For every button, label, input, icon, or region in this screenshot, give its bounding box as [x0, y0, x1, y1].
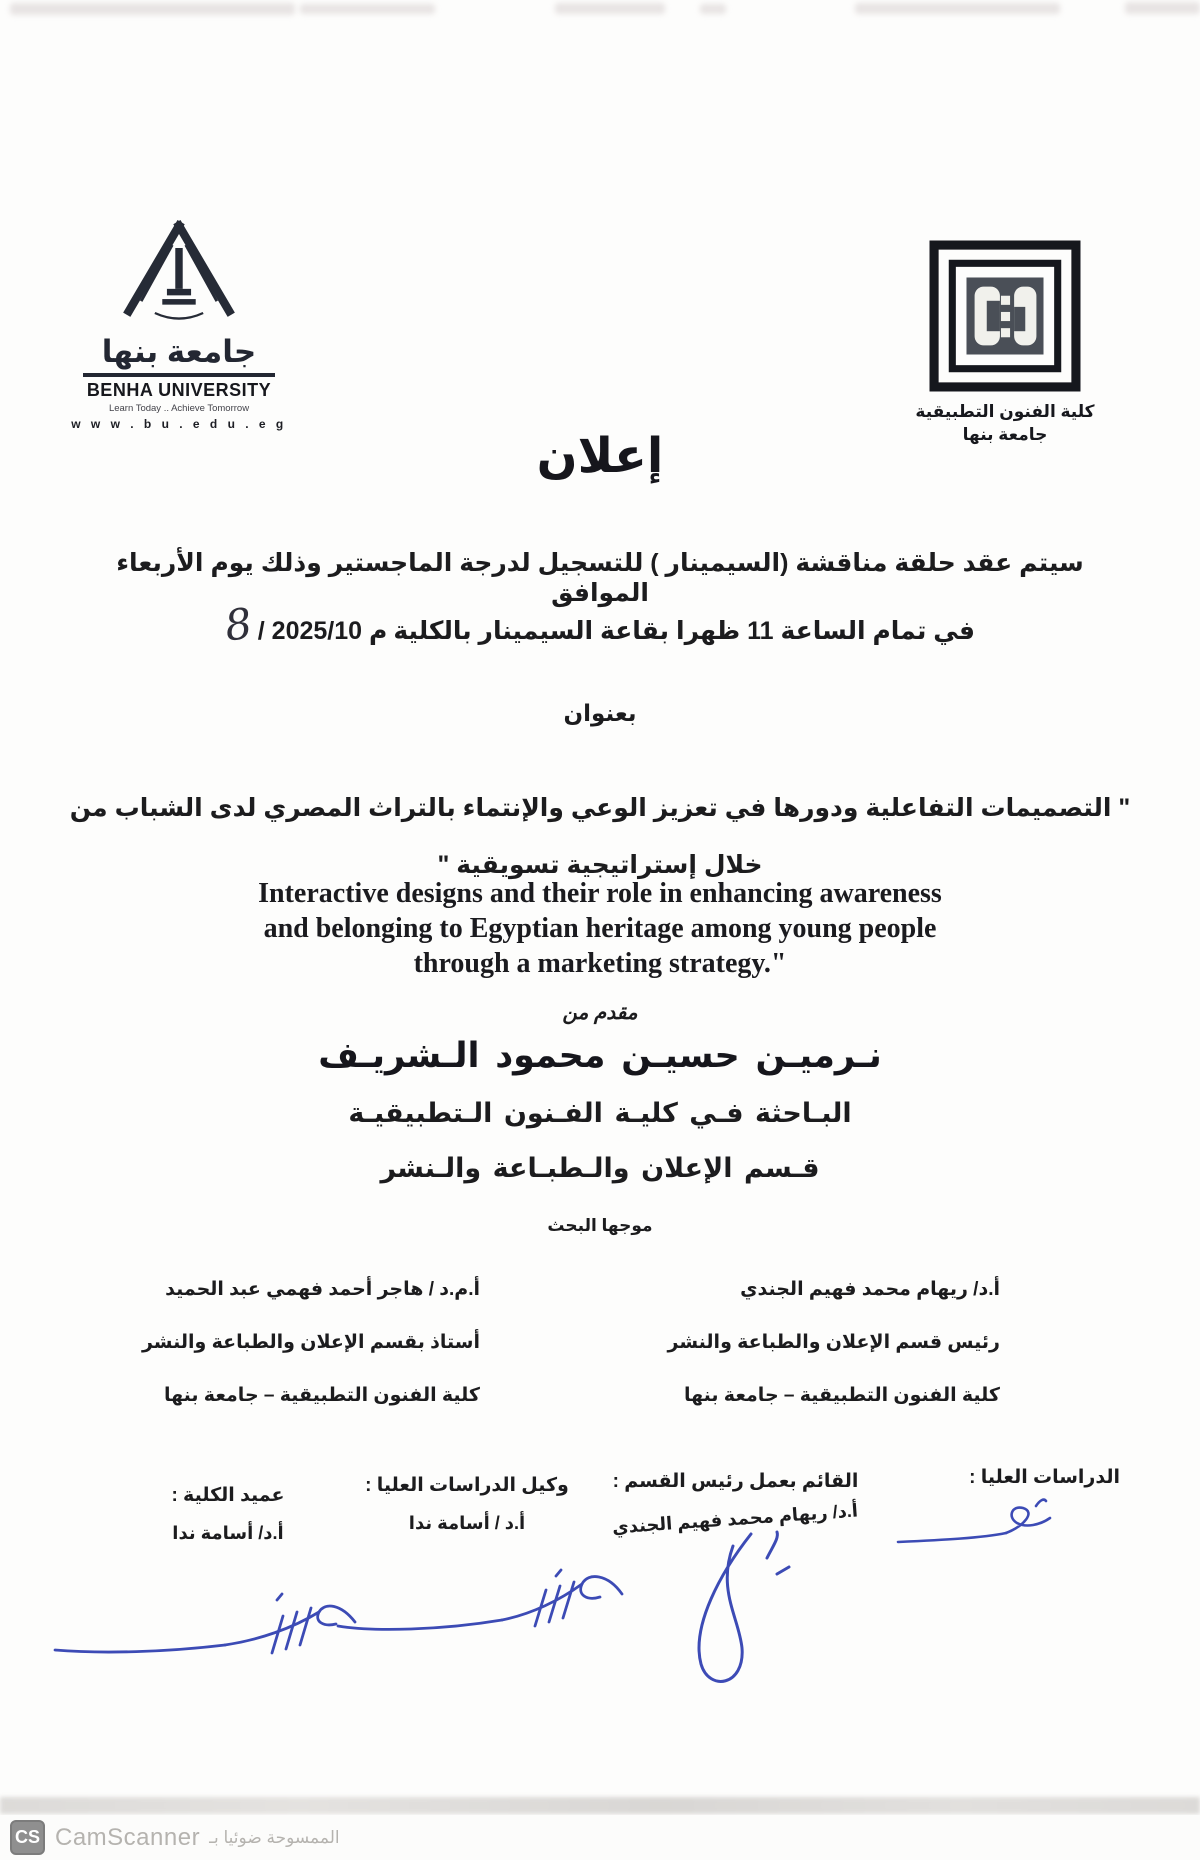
scan-shadow-band	[0, 1797, 1200, 1814]
thesis-title-english-line3: through a marketing strategy."	[413, 948, 787, 979]
dean-signature	[45, 1592, 365, 1682]
university-name-english: BENHA UNIVERSITY	[86, 380, 272, 401]
thesis-title-arabic-line1: " التصميمات التفاعلية ودورها في تعزيز الوعي والإنتماء بالتراث المصري لدى الشباب من	[69, 794, 1131, 822]
dean-name: أ.د/ أسامة ندا	[172, 1523, 284, 1543]
acting-head-name: أ.د/ ريهام محمد فهيم الجندي	[611, 1500, 859, 1538]
vice-dean-signature-block	[336, 1474, 598, 1534]
university-website: w w w . b u . e d u . e g	[71, 417, 287, 432]
presented-by-label: مقدم من	[562, 1002, 638, 1024]
handwritten-day: 8	[221, 598, 256, 651]
ghost-bleed-mark	[700, 4, 726, 14]
grad-studies-label: الدراسات العليا :	[969, 1467, 1120, 1488]
camscanner-icon: CS	[10, 1820, 45, 1855]
ghost-bleed-mark	[855, 3, 1060, 14]
date-text: / 2025/10 م	[257, 617, 388, 645]
entitled-label: بعنوان	[563, 700, 637, 726]
dean-label: عميد الكلية :	[171, 1485, 285, 1506]
acting-head-signature	[655, 1528, 825, 1703]
ghost-bleed-mark	[555, 3, 665, 14]
supervisor-second-affiliation: كلية الفنون التطبيقية – جامعة بنها	[163, 1385, 480, 1406]
faculty-name: كلية الفنون التطبيقية	[915, 402, 1095, 421]
camscanner-footer	[0, 1815, 1200, 1860]
logo-divider	[83, 373, 275, 377]
researcher-description-1: البـاحثة فـي كليـة الفـنون الـتطبيقيـة	[348, 1098, 852, 1128]
intro-line-1: سيتم عقد حلقة مناقشة (السيمينار ) للتسجيل لدرجة الماجستير وذلك يوم الأربعاء الموافق	[116, 549, 1084, 607]
university-pyramid-icon	[114, 218, 244, 330]
faculty-logo-block	[905, 240, 1105, 447]
supervisor-second-name: أ.م.د / هاجر أحمد فهمي عبد الحميد	[165, 1279, 480, 1300]
acting-head-signature-block	[598, 1470, 873, 1538]
supervisor-first-affiliation: كلية الفنون التطبيقية – جامعة بنها	[683, 1385, 1000, 1406]
faculty-university: جامعة بنها	[962, 424, 1048, 444]
university-logo-block	[55, 218, 303, 431]
ghost-bleed-mark	[300, 4, 435, 14]
thesis-title-english-line2: and belonging to Egyptian heritage among young people	[263, 913, 937, 944]
grad-studies-signature-block	[880, 1466, 1120, 1489]
supervisor-first-name: أ.د/ ريهام محمد فهيم الجندي	[740, 1279, 1000, 1300]
scanned-with-text: الممسوحة ضوئيا بـ	[209, 1827, 340, 1847]
intro-line-2	[0, 598, 1200, 651]
vice-dean-label: وكيل الدراسات العليا :	[365, 1475, 569, 1496]
vice-dean-signature	[330, 1568, 630, 1658]
ghost-bleed-mark	[1125, 2, 1200, 14]
supervisor-second-title: أستاذ بقسم الإعلان والطباعة والنشر	[141, 1332, 480, 1353]
faculty-emblem-icon	[929, 240, 1081, 392]
intro-line-2-text: في تمام الساعة 11 ظهرا بقاعة السيمينار بالكلية	[393, 617, 975, 645]
supervisor-first-column	[640, 1278, 1000, 1437]
supervisor-first-title: رئيس قسم الإعلان والطباعة والنشر	[667, 1332, 1000, 1353]
researcher-name: نـرميـن حسيـن محمود الـشريـف	[318, 1036, 882, 1075]
university-tagline: Learn Today .. Achieve Tomorrow	[108, 403, 250, 415]
announcement-title: إعلان	[536, 430, 664, 483]
acting-head-label: القائم بعمل رئيس القسم :	[612, 1471, 859, 1492]
grad-studies-signature	[890, 1498, 1060, 1562]
supervised-by-label: موجها البحث	[547, 1216, 653, 1235]
vice-dean-name: أ.د / أسامة ندا	[408, 1513, 526, 1533]
thesis-title-english-line1: Interactive designs and their role in enhancing awareness	[258, 878, 942, 909]
supervisor-second-column	[120, 1278, 480, 1437]
university-name-arabic: جامعة بنها	[101, 334, 257, 369]
thesis-title-arabic-line2: خلال إستراتيجية تسويقية "	[437, 851, 763, 879]
camscanner-brand: CamScanner	[55, 1823, 201, 1851]
dean-signature-block	[118, 1484, 338, 1544]
ghost-bleed-mark	[10, 3, 295, 15]
researcher-description-2: قـسم الإعلان والـطبـاعة والـنشر	[380, 1153, 820, 1183]
